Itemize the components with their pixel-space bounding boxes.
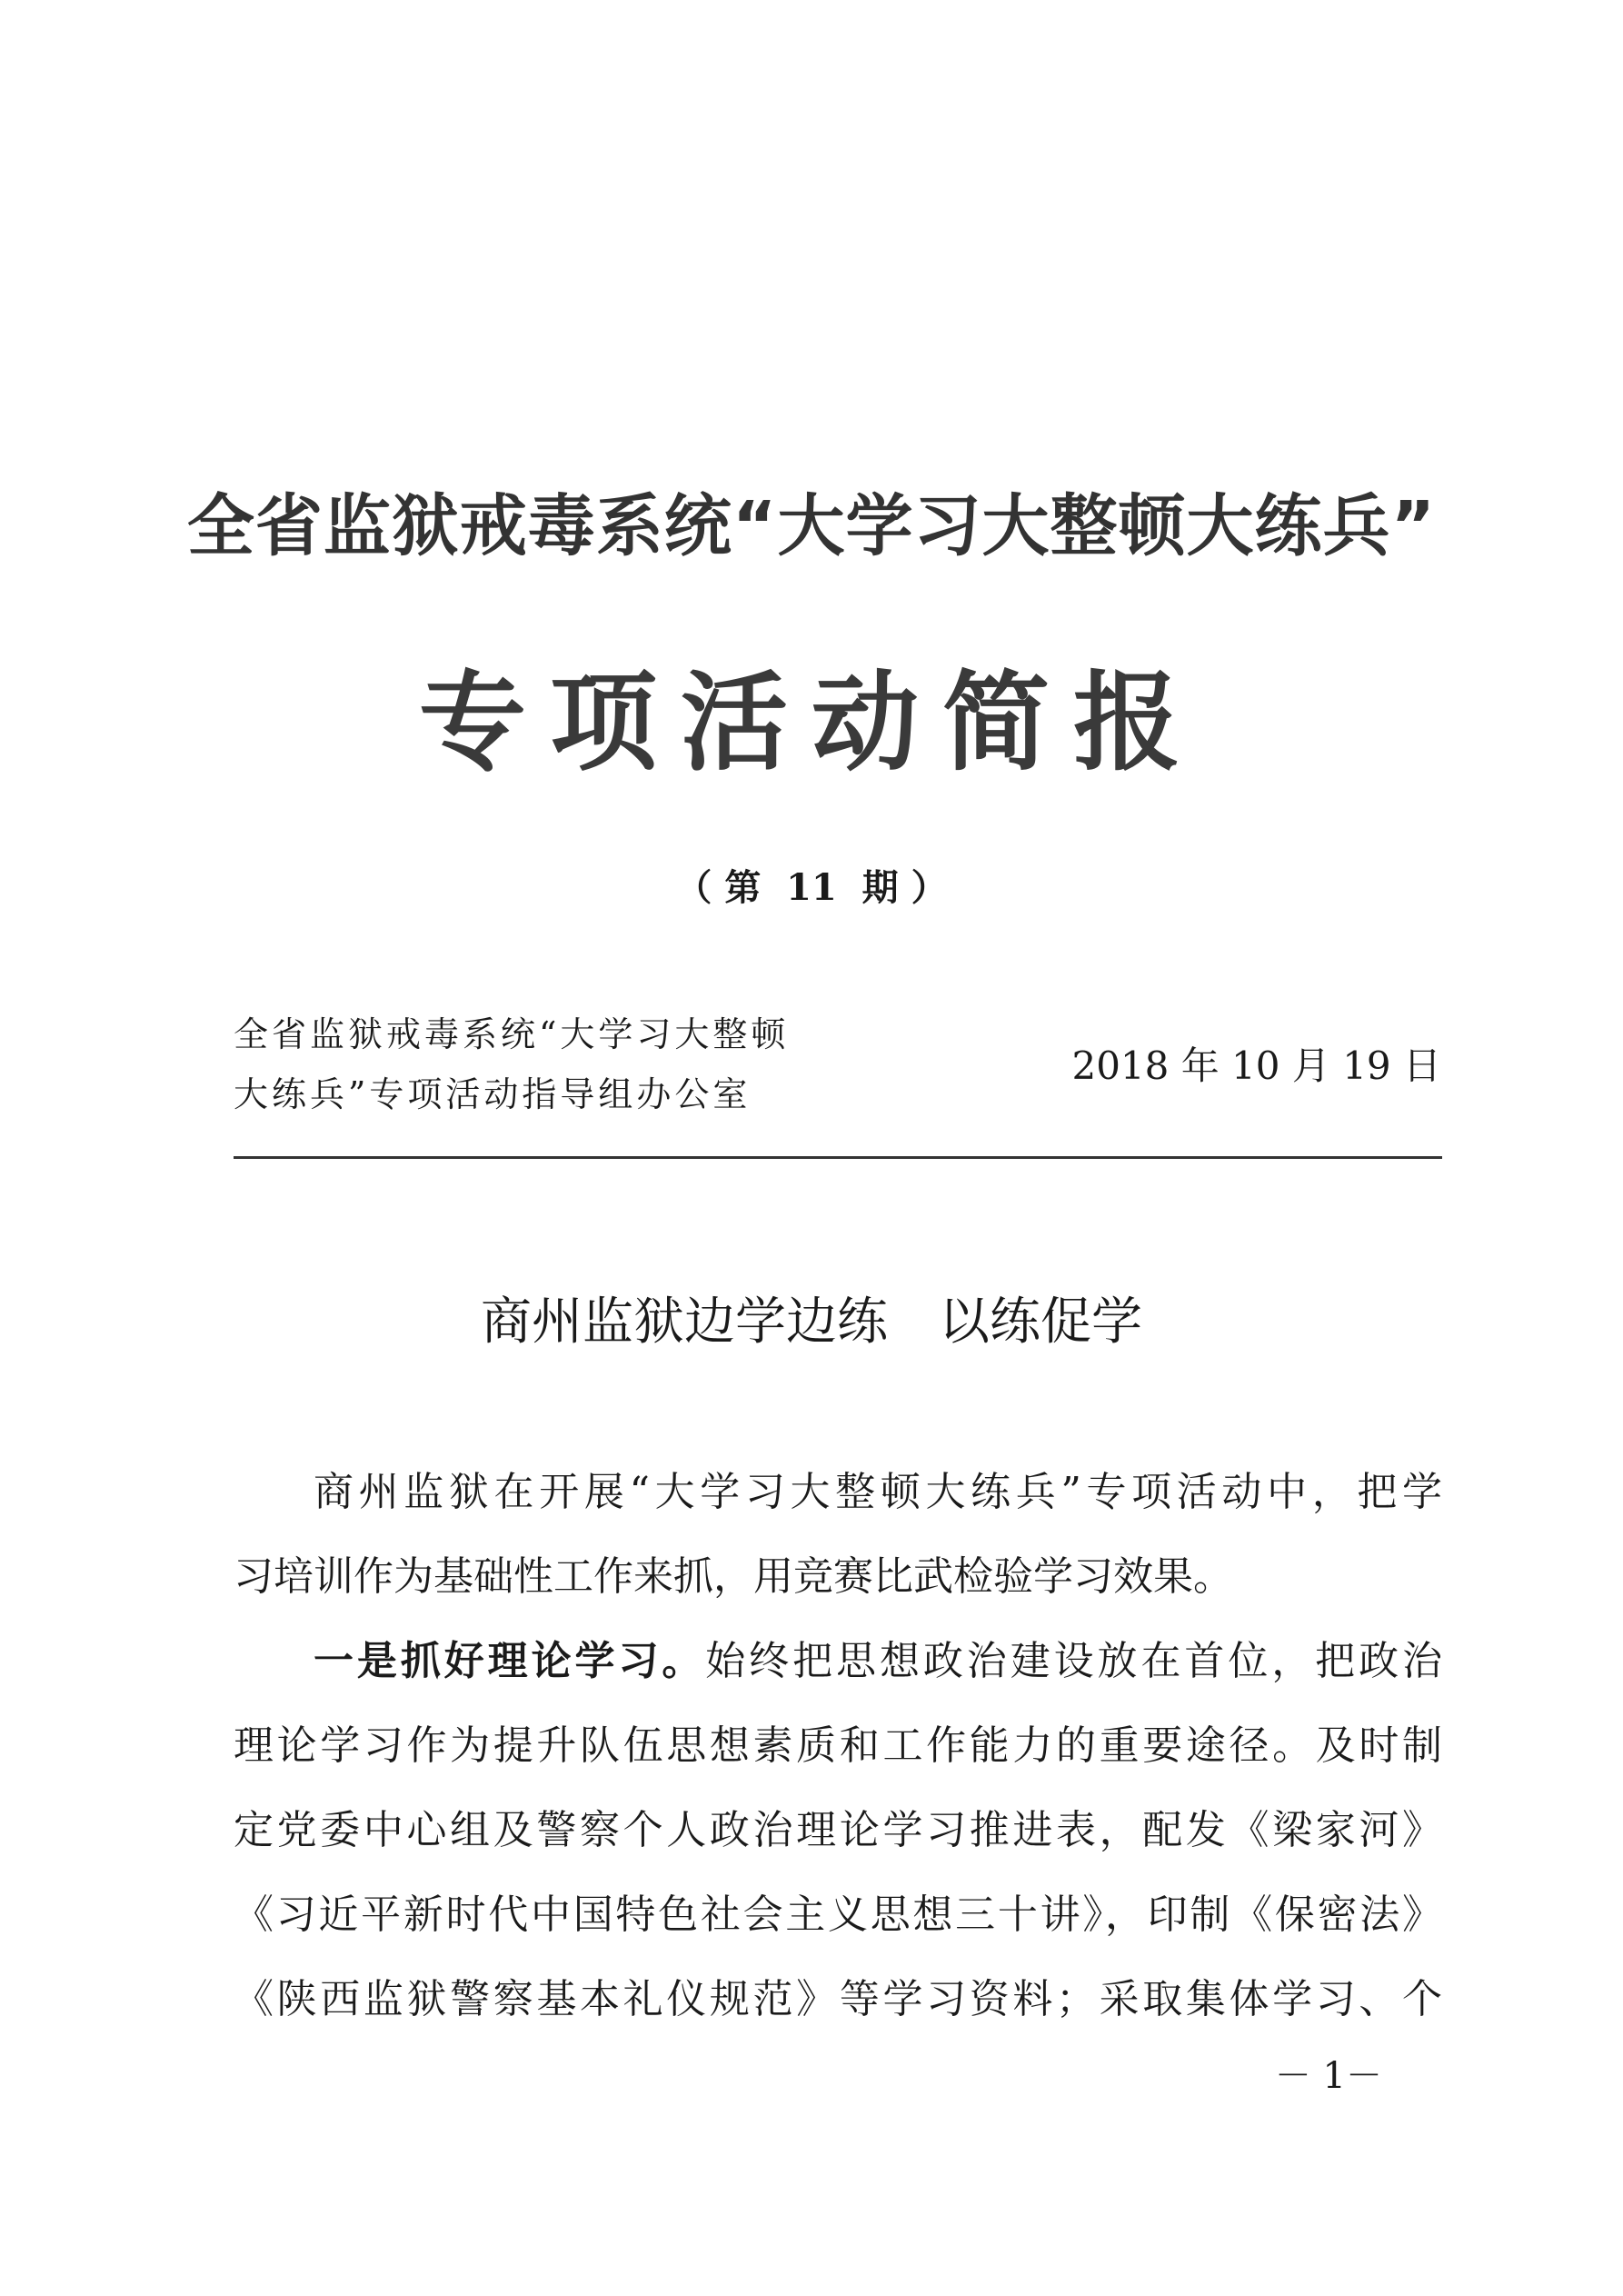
- page-number: － 1－: [1274, 2055, 1382, 2097]
- issue-date: 2018 年 10 月 19 日: [1071, 1043, 1441, 1088]
- article-body: [234, 1450, 1442, 2041]
- bulletin-title-line2: 专项活动简报: [418, 660, 1204, 785]
- article-title: 商州监狱边学边练 以练促学: [481, 1293, 1142, 1352]
- paragraph-2-line-2: 理论学习作为提升队伍思想素质和工作能力的重要途径。及时制: [234, 1722, 1442, 1769]
- paragraph-2-line-4: 《习近平新时代中国特色社会主义思想三十讲》，印制《保密法》: [234, 1892, 1442, 1938]
- paragraph-2-line-1-text: 始终把思想政治建设放在首位，把政治: [705, 1638, 1442, 1684]
- issue-number: （ 第 11 期 ）: [675, 866, 948, 909]
- paragraph-1-line-1: 商州监狱在开展“大学习大整顿大练兵”专项活动中，把学: [314, 1469, 1442, 1515]
- bulletin-title-line1: 全省监狱戒毒系统“大学习大整顿大练兵”: [186, 487, 1437, 565]
- header-divider: [234, 1156, 1442, 1159]
- paragraph-2-line-3: 定党委中心组及警察个人政治理论学习推进表，配发《梁家河》: [234, 1807, 1442, 1853]
- section-heading-theory-study: 一是抓好理论学习。: [314, 1638, 706, 1684]
- paragraph-2-line-5: 《陕西监狱警察基本礼仪规范》等学习资料；采取集体学习、个: [234, 1976, 1442, 2022]
- issuer-line1: 全省监狱戒毒系统“大学习大整顿: [234, 1014, 790, 1054]
- paragraph-2-line-1: [234, 1619, 1442, 1703]
- issuer-block: [234, 1004, 789, 1124]
- issuer-line2: 大练兵”专项活动指导组办公室: [234, 1074, 752, 1114]
- paragraph-1-line-2: 习培训作为基础性工作来抓，用竞赛比武检验学习效果。: [234, 1553, 1233, 1600]
